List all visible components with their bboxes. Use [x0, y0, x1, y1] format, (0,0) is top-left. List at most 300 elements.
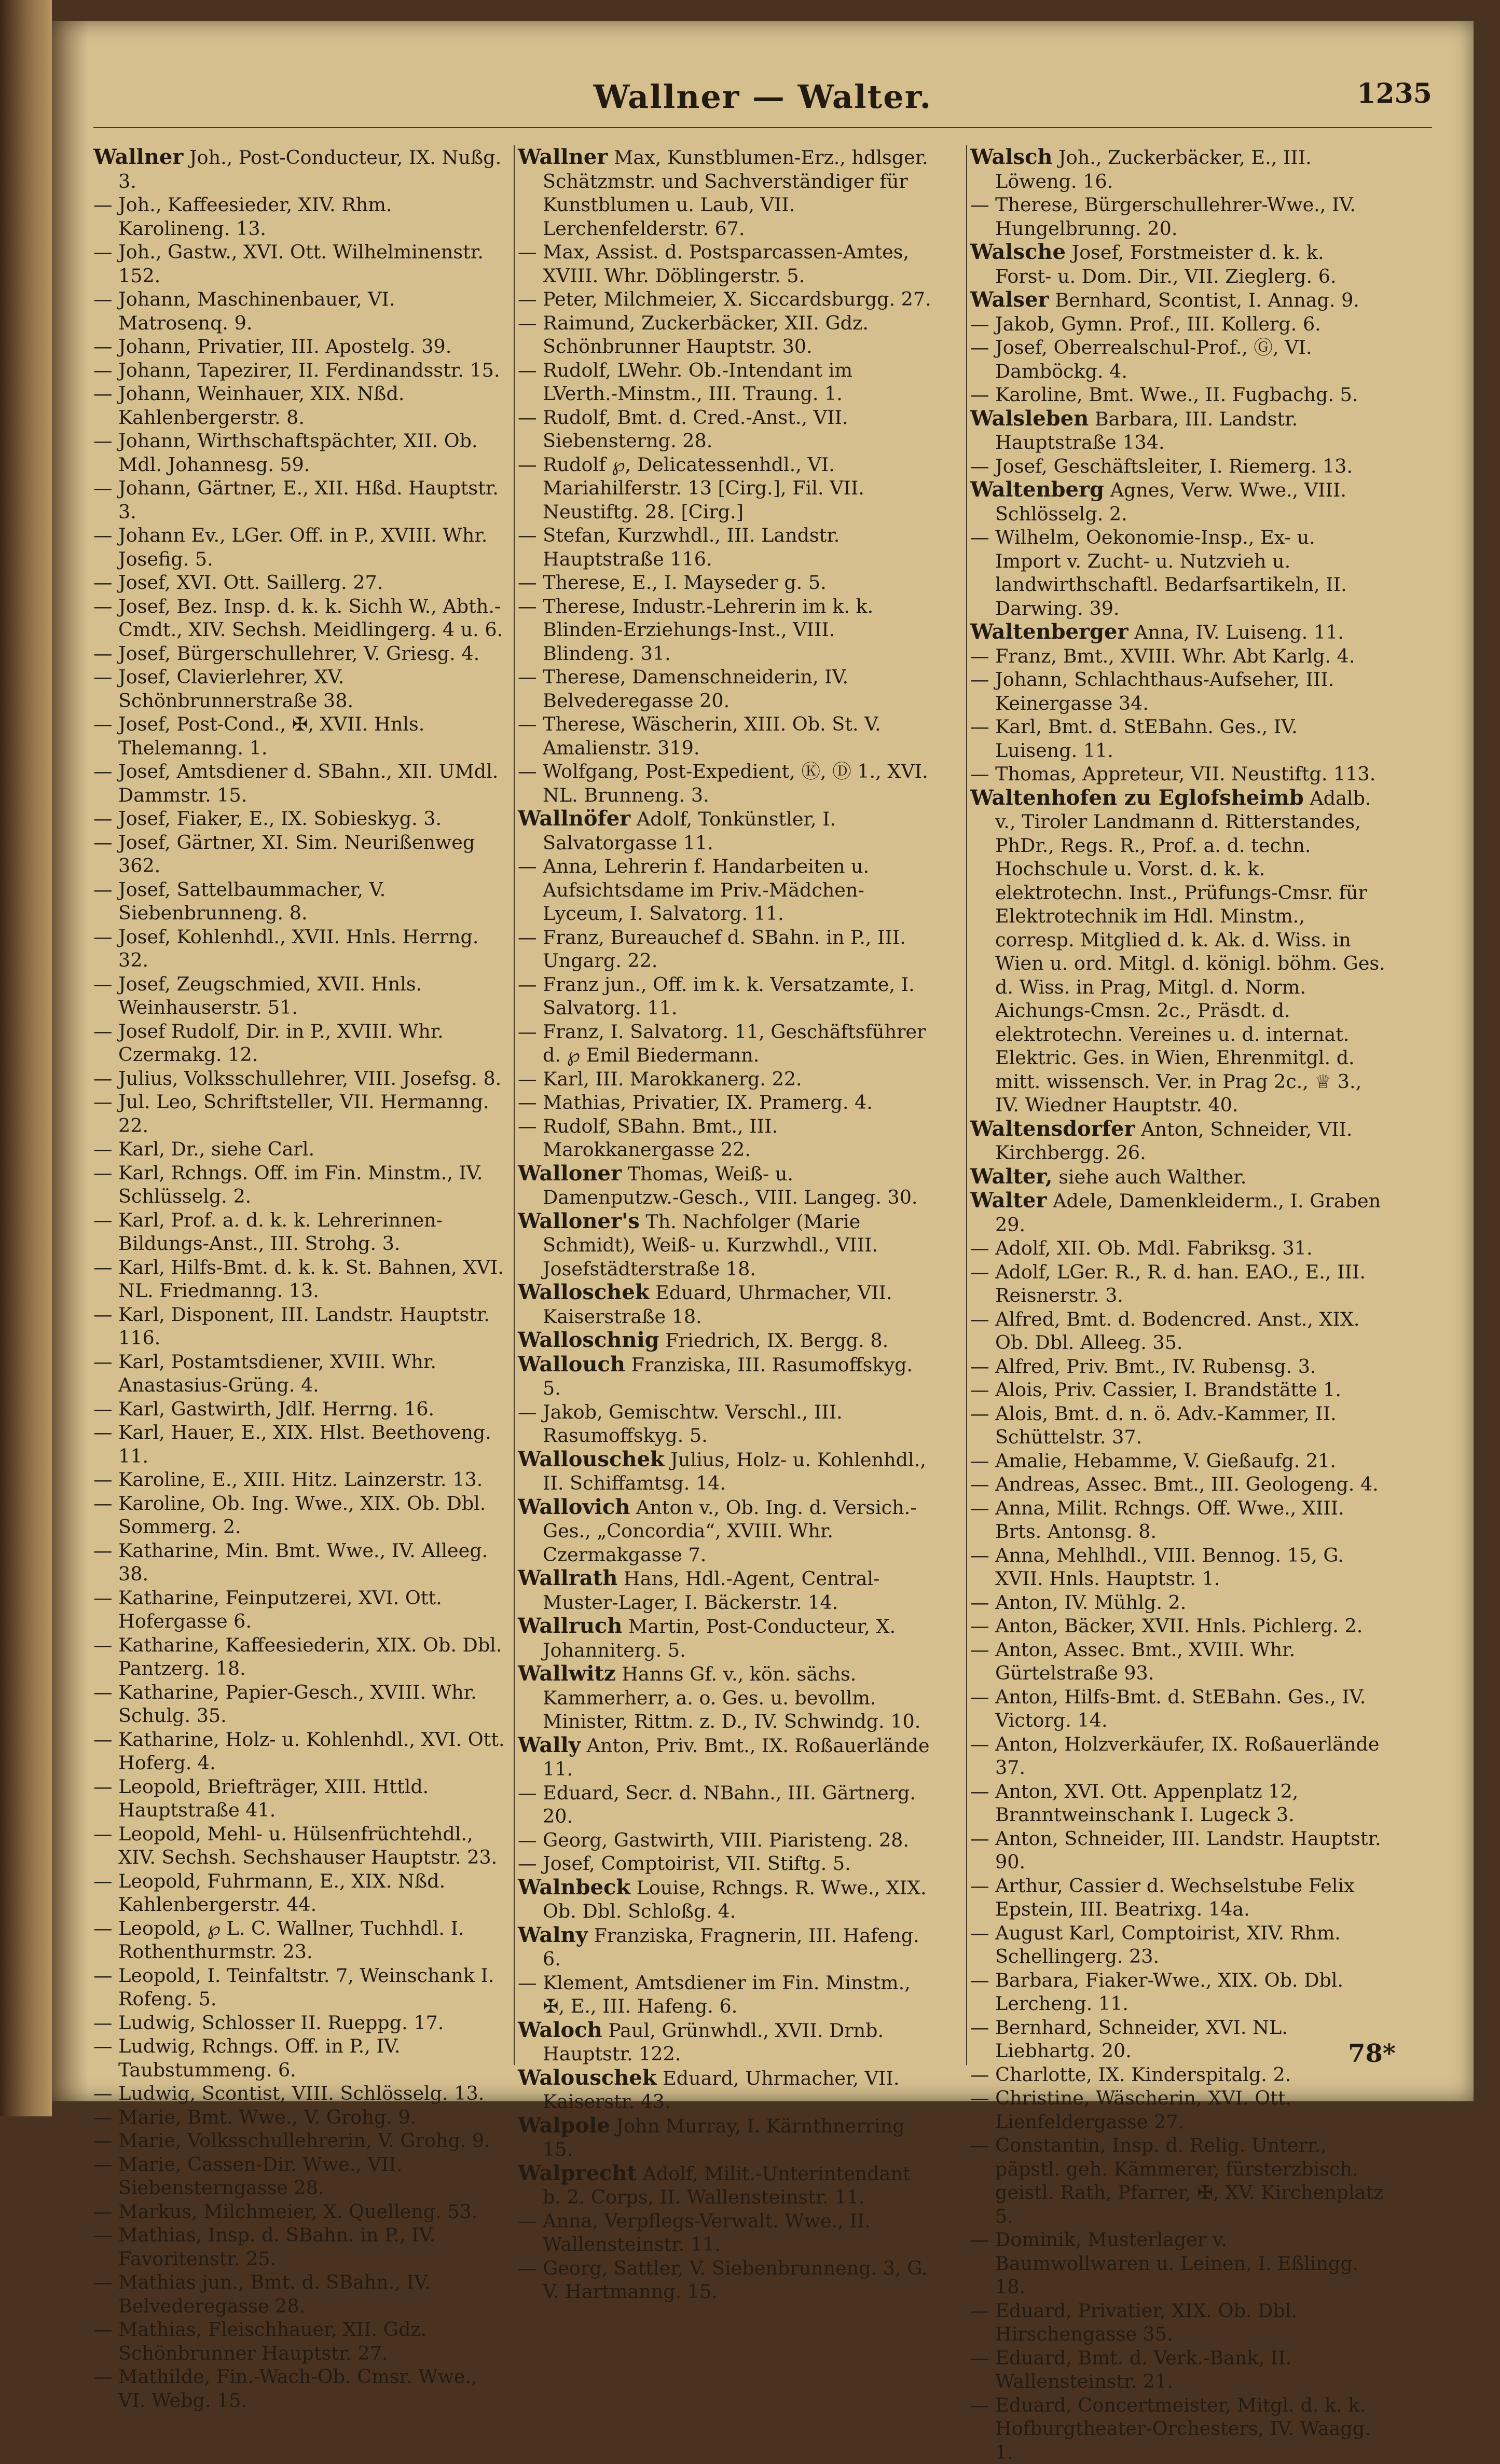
entry-text: — Karl, Rchngs. Off. im Fin. Minstm., IV. Schlüsselg. 2. — [93, 1162, 483, 1208]
entry-text: — Leopold, Mehl- u. Hülsenfrüchtehdl., XIV. Sechsh. Sechshauser Hauptstr. 23. — [93, 1823, 497, 1869]
directory-entry — [518, 240, 933, 287]
entry-text: — Eduard, Concertmeister, Mitgl. d. k. k. Hofburgtheater-Orchesters, IV. Waagg. 1. — [970, 2394, 1371, 2463]
entry-text: — Josef, Sattelbaummacher, V. Siebenbrunneng. 8. — [93, 878, 386, 925]
directory-entry — [93, 925, 508, 972]
entry-text: Adele, Damenkleiderm., I. Graben 29. — [995, 1190, 1381, 1236]
entry-text: — Josef, Amtsdiener d. SBahn., XII. UMdl. Dammstr. 15. — [93, 760, 498, 806]
directory-entry — [93, 1303, 508, 1350]
entry-text: Hanns Gf. v., kön. sächs. Kammerherr, a. o. Ges. u. bevollm. Minister, Rittm. z. D., IV. Schwindg. 10. — [543, 1663, 920, 1732]
entry-text: Franziska, III. Rasumoffskyg. 5. — [543, 1354, 913, 1400]
directory-entry — [93, 1350, 508, 1397]
directory-entry — [970, 2346, 1385, 2393]
directory-entry — [93, 1728, 508, 1775]
entry-text: Louise, Rchngs. R. Wwe., XIX. Ob. Dbl. Schloßg. 4. — [543, 1877, 927, 1923]
directory-entry — [93, 240, 508, 287]
directory-entry — [518, 1400, 933, 1448]
entry-text: Agnes, Verw. Wwe., VIII. Schlösselg. 2. — [995, 479, 1346, 525]
entry-text: — Georg, Gastwirth, VIII. Piaristeng. 28. — [518, 1829, 909, 1851]
entry-text: — Klement, Amtsdiener im Fin. Minstm., ✠, E., III. Hafeng. 6. — [518, 1972, 911, 2018]
directory-entry — [518, 926, 933, 973]
entry-text: — Johann, Tapezirer, II. Ferdinandsstr. 15. — [93, 359, 500, 381]
directory-entry — [93, 1681, 508, 1728]
directory-entry — [970, 1827, 1385, 1874]
directory-entry — [970, 620, 1385, 644]
entry-text: — Johann, Weinhauer, XIX. Nßd. Kahlenbergerstr. 8. — [93, 382, 404, 429]
directory-entry — [93, 359, 508, 382]
directory-entry — [518, 1781, 933, 1828]
entry-text: — Anton, Hilfs-Bmt. d. StEBahn. Ges., IV. Victorg. 14. — [970, 1686, 1366, 1732]
entry-text: — Therese, E., I. Mayseder g. 5. — [518, 571, 827, 594]
entry-text: — Josef, XVI. Ott. Saillerg. 27. — [93, 571, 383, 594]
directory-entry — [518, 1162, 933, 1209]
directory-entry — [970, 383, 1385, 407]
column-1 — [93, 145, 508, 2412]
entry-text: — Katharine, Kaffeesiederin, XIX. Ob. Dbl. Pantzerg. 18. — [93, 1634, 502, 1680]
entry-text: — Karoline, Ob. Ing. Wwe., XIX. Ob. Dbl. Sommerg. 2. — [93, 1492, 486, 1538]
entry-text: — Franz, Bmt., XVIII. Whr. Abt Karlg. 4. — [970, 645, 1355, 667]
entry-text: — Andreas, Assec. Bmt., III. Geologeng. 4. — [970, 1473, 1379, 1495]
directory-entry — [518, 595, 933, 666]
entry-text: — Anna, Milit. Rchngs. Off. Wwe., XIII. Brts. Antonsg. 8. — [970, 1497, 1344, 1543]
entry-text: — Jakob, Gymn. Prof., III. Kollerg. 6. — [970, 313, 1321, 335]
entry-text: — Constantin, Insp. d. Relig. Unterr., päpstl. geh. Kämmerer, fürsterzbisch. geistl. Rath, Pfarrer, ✠, XV. Kirchenplatz 5. — [970, 2134, 1383, 2227]
directory-entry — [93, 1917, 508, 1964]
entry-text: siehe auch Walther. — [1058, 1166, 1246, 1188]
entry-text: — Ludwig, Schlosser II. Rueppg. 17. — [93, 2012, 444, 2034]
entry-surname: Walprecht — [518, 2161, 637, 2185]
directory-entry — [970, 1591, 1385, 1615]
directory-entry — [970, 715, 1385, 762]
entry-text: — Ludwig, Rchngs. Off. in P., IV. Taubstummeng. 6. — [93, 2035, 400, 2081]
directory-entry — [970, 1378, 1385, 1402]
directory-entry — [93, 972, 508, 1020]
directory-entry — [518, 1733, 933, 1781]
entry-text: Franziska, Fragnerin, III. Hafeng. 6. — [543, 1924, 919, 1971]
running-title: Wallner — Walter. — [52, 78, 1474, 116]
directory-entry — [518, 1923, 933, 1971]
entry-text: — Johann Ev., LGer. Off. in P., XVIII. Whr. Josefig. 5. — [93, 524, 487, 570]
directory-entry — [970, 336, 1385, 383]
directory-entry — [518, 807, 933, 855]
directory-entry — [970, 644, 1385, 668]
directory-page — [52, 21, 1474, 2101]
entry-text: — Adolf, XII. Ob. Mdl. Fabriksg. 31. — [970, 1237, 1313, 1259]
adjacent-page-edge — [0, 0, 52, 2116]
directory-entry — [970, 786, 1385, 1117]
entry-text: — Johann, Gärtner, E., XII. Hßd. Hauptstr. 3. — [93, 477, 499, 523]
page-gutter-shadow — [52, 21, 88, 2101]
entry-text: — Mathias, Privatier, IX. Pramerg. 4. — [518, 1091, 873, 1113]
entry-text: — Therese, Bürgerschullehrer-Wwe., IV. Hungelbrunng. 20. — [970, 194, 1356, 240]
directory-entry — [93, 712, 508, 760]
directory-entry — [970, 193, 1385, 240]
entry-text: — Josef, Clavierlehrer, XV. Schönbrunnerstraße 38. — [93, 666, 353, 712]
directory-entry — [518, 855, 933, 926]
directory-entry — [518, 665, 933, 712]
directory-entry — [970, 288, 1385, 312]
entry-text: — Johann, Privatier, III. Apostelg. 39. — [93, 335, 451, 357]
entry-surname: Wallwitz — [518, 1661, 616, 1686]
entry-text: Max, Kunstblumen-Erz., hdlsger. Schätzmstr. und Sachverständiger für Kunstblumen u. Laub, VII. Lerchenfelderstr. 67. — [543, 146, 928, 240]
entry-text: — Joh., Kaffeesieder, XIV. Rhm. Karolineng. 13. — [93, 194, 392, 240]
directory-entry — [93, 1397, 508, 1421]
entry-text: — Anna, Verpflegs-Verwalt. Wwe., II. Wallensteinstr. 11. — [518, 2210, 871, 2256]
entry-text: — Josef, Geschäftsleiter, I. Riemerg. 13. — [970, 455, 1353, 477]
directory-entry — [518, 2114, 933, 2162]
directory-entry — [93, 287, 508, 335]
directory-entry — [970, 1969, 1385, 2016]
entry-text: Joh., Zuckerbäcker, E., III. Löweng. 16. — [995, 146, 1312, 192]
entry-surname: Walter — [970, 1188, 1047, 1213]
directory-entry — [970, 1496, 1385, 1544]
entry-text: — Leopold, Fuhrmann, E., XIX. Nßd. Kahlenbergerstr. 44. — [93, 1870, 445, 1916]
entry-surname: Walloschnig — [518, 1328, 659, 1352]
entry-surname: Wallovich — [518, 1495, 630, 1519]
directory-entry — [93, 571, 508, 595]
entry-text: — Josef, Comptoirist, VII. Stiftg. 5. — [518, 1852, 851, 1875]
directory-entry — [93, 1020, 508, 1067]
directory-entry — [970, 240, 1385, 288]
entry-text: — Karoline, Bmt. Wwe., II. Fugbachg. 5. — [970, 383, 1358, 406]
entry-text: — Josef Rudolf, Dir. in P., XVIII. Whr. Czermakg. 12. — [93, 1020, 444, 1066]
entry-text: — Alfred, Bmt. d. Bodencred. Anst., XIX. Ob. Dbl. Alleeg. 35. — [970, 1308, 1360, 1354]
directory-entry — [518, 1614, 933, 1662]
directory-entry — [93, 1539, 508, 1586]
directory-entry — [93, 335, 508, 359]
directory-entry — [970, 1614, 1385, 1638]
entry-text: — Josef, Bez. Insp. d. k. k. Sichh W., Abth.-Cmdt., XIV. Sechsh. Meidlingerg. 4 u. 6. — [93, 595, 503, 641]
directory-entry — [970, 2086, 1385, 2133]
directory-entry — [93, 2034, 508, 2082]
entry-text: — Alois, Priv. Cassier, I. Brandstätte 1. — [970, 1379, 1341, 1401]
entry-surname: Wally — [518, 1733, 581, 1757]
directory-entry — [970, 1921, 1385, 1969]
directory-entry — [970, 668, 1385, 715]
directory-entry — [93, 1067, 508, 1091]
entry-surname: Waltenberg — [970, 477, 1104, 502]
entry-text: — Arthur, Cassier d. Wechselstube Felix Epstein, III. Beatrixg. 14a. — [970, 1875, 1355, 1921]
entry-text: — Johann, Schlachthaus-Aufseher, III. Keinergasse 34. — [970, 668, 1334, 714]
directory-entry — [93, 382, 508, 429]
entry-text: Martin, Post-Conducteur, X. Johanniterg. 5. — [543, 1615, 896, 1661]
entry-text: — Johann, Maschinenbauer, VI. Matrosenq. 9. — [93, 288, 395, 334]
entry-surname: Walloschek — [518, 1280, 650, 1304]
directory-entry — [970, 1638, 1385, 1685]
directory-entry — [93, 1421, 508, 1468]
page-header — [52, 78, 1474, 125]
entry-text: — Josef, Fiaker, E., IX. Sobieskyg. 3. — [93, 807, 442, 830]
entry-text: Joh., Post-Conducteur, IX. Nußg. 3. — [118, 146, 501, 192]
directory-entry — [970, 1874, 1385, 1921]
entry-text: Thomas, Weiß- u. Damenputzw.-Gesch., VIII. Langeg. 30. — [543, 1163, 918, 1209]
directory-entry — [518, 359, 933, 406]
entry-text: — Rudolf ℘, Delicatessenhdl., VI. Mariahilferstr. 13 [Cirg.], Fil. VII. Neustiftg. 28. [Cirg.] — [518, 453, 864, 523]
entry-text: — Karl, Dr., siehe Carl. — [93, 1138, 314, 1160]
directory-entry — [970, 1732, 1385, 1780]
page-number: 1235 — [1357, 78, 1432, 109]
directory-entry — [518, 2066, 933, 2114]
entry-text: Anton v., Ob. Ing. d. Versich.-Ges., „Concordia“, XVIII. Whr. Czermakgasse 7. — [543, 1496, 917, 1566]
entry-text: Anna, IV. Luiseng. 11. — [1134, 621, 1344, 643]
directory-entry — [93, 642, 508, 666]
directory-entry — [518, 712, 933, 760]
entry-surname: Walloner — [518, 1161, 622, 1186]
entry-text: — Rudolf, Bmt. d. Cred.-Anst., VII. Siebensterng. 28. — [518, 406, 848, 452]
entry-surname: Walsleben — [970, 406, 1089, 431]
entry-text: — Joh., Gastw., XVI. Ott. Wilhelminenstr. 152. — [93, 241, 484, 287]
directory-entry — [970, 1544, 1385, 1591]
directory-entry — [93, 1869, 508, 1917]
entry-text: Josef, Forstmeister d. k. k. Forst- u. Dom. Dir., VII. Zieglerg. 6. — [995, 241, 1337, 287]
directory-entry — [93, 1090, 508, 1137]
directory-entry — [518, 1328, 933, 1353]
directory-entry — [518, 145, 933, 240]
directory-entry — [93, 476, 508, 524]
directory-entry — [518, 453, 933, 524]
directory-entry — [518, 1209, 933, 1281]
entry-text: — Karl, Prof. a. d. k. k. Lehrerinnen-Bildungs-Anst., III. Strohg. 3. — [93, 1209, 443, 1255]
entry-surname: Waltenberger — [970, 620, 1129, 644]
entry-surname: Wallner — [518, 145, 608, 169]
directory-entry — [93, 760, 508, 807]
directory-entry — [518, 1448, 933, 1495]
entry-text: — Markus, Milchmeier, X. Quelleng. 53. — [93, 2200, 477, 2223]
entry-text: Adolf, Tonkünstler, I. Salvatorgasse 11. — [543, 808, 836, 854]
directory-entry — [970, 1189, 1385, 1236]
entry-text: — Wilhelm, Oekonomie-Insp., Ex- u. Import v. Zucht- u. Nutzvieh u. landwirthschaftl. Bedarfsartikeln, II. Darwing. 39. — [970, 526, 1347, 620]
entry-text: — Anton, Holzverkäufer, IX. Roßauerlände 37. — [970, 1733, 1380, 1779]
directory-entry — [970, 455, 1385, 478]
directory-entry — [970, 2299, 1385, 2346]
directory-entry — [518, 524, 933, 571]
directory-entry — [970, 1165, 1385, 1189]
entry-text: — Marie, Bmt. Wwe., V. Grohg. 9. — [93, 2106, 416, 2128]
entry-text: — Karl, Hauer, E., XIX. Hlst. Beethoveng. 11. — [93, 1421, 491, 1467]
directory-entry — [518, 1067, 933, 1091]
column-3 — [970, 145, 1385, 2464]
entry-text: — Josef, Kohlenhdl., XVII. Hnls. Herrng. 32. — [93, 926, 479, 972]
directory-entry — [518, 571, 933, 595]
entry-text: — Rudolf, SBahn. Bmt., III. Marokkanergasse 22. — [518, 1115, 778, 1161]
directory-entry — [93, 1161, 508, 1208]
entry-text: Bernhard, Scontist, I. Annag. 9. — [1055, 289, 1359, 311]
signature-mark: 78* — [1348, 2039, 1396, 2068]
directory-entry — [518, 1876, 933, 1923]
directory-entry — [518, 1828, 933, 1852]
entry-surname: Wallrath — [518, 1566, 617, 1590]
entry-text: — Karl, Postamtsdiener, XVIII. Whr. Anastasius-Grüng. 4. — [93, 1351, 436, 1397]
entry-text: — Christine, Wäscherin, XVI. Ott. Lienfeldergasse 27. — [970, 2087, 1291, 2133]
directory-entry — [518, 2018, 933, 2066]
entry-surname: Waltenhofen zu Eglofsheimb — [970, 786, 1304, 810]
entry-text: — Thomas, Appreteur, VII. Neustiftg. 113. — [970, 763, 1375, 785]
directory-entry — [93, 1586, 508, 1633]
entry-surname: Wallner — [93, 145, 183, 169]
entry-text: Hans, Hdl.-Agent, Central-Muster-Lager, I. Bäckerstr. 14. — [543, 1567, 879, 1614]
directory-entry — [970, 407, 1385, 455]
directory-entry — [970, 2063, 1385, 2087]
entry-surname: Wallruch — [518, 1614, 622, 1638]
entry-text: — Anna, Lehrerin f. Handarbeiten u. Aufsichtsdame im Priv.-Mädchen-Lyceum, I. Salvatorg. 11. — [518, 855, 869, 925]
entry-text: — Josef, Bürgerschullehrer, V. Griesg. 4. — [93, 642, 479, 665]
entry-text: — Rudolf, LWehr. Ob.-Intendant im LVerth.-Minstm., III. Traung. 1. — [518, 359, 852, 405]
directory-entry — [93, 1822, 508, 1869]
entry-text: — Jul. Leo, Schriftsteller, VII. Hermanng. 22. — [93, 1091, 489, 1137]
entry-surname: Wallouch — [518, 1352, 625, 1376]
entry-text: — Karl, Hilfs-Bmt. d. k. k. St. Bahnen, XVI. NL. Friedmanng. 13. — [93, 1256, 504, 1302]
entry-text: — Jakob, Gemischtw. Verschl., III. Rasumoffskyg. 5. — [518, 1401, 843, 1447]
entry-text: — Johann, Wirthschaftspächter, XII. Ob. Mdl. Johannesg. 59. — [93, 430, 478, 476]
entry-text: — Alfred, Priv. Bmt., IV. Rubensg. 3. — [970, 1355, 1316, 1378]
entry-text: — Charlotte, IX. Kinderspitalg. 2. — [970, 2063, 1291, 2086]
entry-text: — Karl, Bmt. d. StEBahn. Ges., IV. Luiseng. 11. — [970, 715, 1298, 762]
directory-entry — [970, 478, 1385, 526]
header-rule — [93, 127, 1432, 128]
directory-entry — [93, 524, 508, 571]
entry-text: — Josef, Zeugschmied, XVII. Hnls. Weinhauserstr. 51. — [93, 973, 422, 1019]
entry-text: — Leopold, ℘ L. C. Wallner, Tuchhdl. I. Rothenthurmstr. 23. — [93, 1917, 464, 1963]
entry-text: — Franz, I. Salvatorg. 11, Geschäftsführer d. ℘ Emil Biedermann. — [518, 1021, 926, 1067]
entry-text: Adolf, Milit.-Unterintendant b. 2. Corps, II. Wallensteinstr. 11. — [543, 2163, 911, 2209]
entry-text: — Therese, Wäscherin, XIII. Ob. St. V. Amalienstr. 319. — [518, 713, 881, 759]
directory-entry — [518, 2209, 933, 2256]
directory-entry — [970, 1472, 1385, 1496]
entry-text: — Ludwig, Scontist, VIII. Schlösselg. 13. — [93, 2082, 484, 2104]
entry-text: — Karl, Gastwirth, Jdlf. Herrng. 16. — [93, 1398, 434, 1420]
directory-entry — [93, 1137, 508, 1161]
directory-entry — [93, 1633, 508, 1681]
entry-text: — Stefan, Kurzwhdl., III. Landstr. Hauptstraße 116. — [518, 524, 840, 570]
entry-text: — Mathias, Fleischhauer, XII. Gdz. Schönbrunner Hauptstr. 27. — [93, 2318, 426, 2364]
entry-text: — Amalie, Hebamme, V. Gießaufg. 21. — [970, 1450, 1336, 1472]
entry-text: Paul, Grünwhdl., XVII. Drnb. Hauptstr. 122. — [543, 2019, 884, 2066]
directory-entry — [518, 1091, 933, 1114]
entry-text: — Peter, Milchmeier, X. Siccardsburgg. 27. — [518, 288, 931, 310]
entry-text: John Murray, I. Kärnthnerring 15. — [543, 2115, 905, 2161]
entry-text: — Franz, Bureauchef d. SBahn. in P., III. Ungarg. 22. — [518, 926, 906, 972]
entry-text: — Eduard, Bmt. d. Verk.-Bank, II. Wallensteinstr. 21. — [970, 2347, 1291, 2393]
directory-entry — [93, 1256, 508, 1303]
directory-entry — [970, 145, 1385, 193]
entry-text: — Katharine, Feinputzerei, XVI. Ott. Hofergasse 6. — [93, 1587, 442, 1633]
directory-entry — [518, 406, 933, 453]
entry-surname: Wallnöfer — [518, 806, 630, 831]
directory-entry — [93, 429, 508, 476]
entry-text: — Therese, Industr.-Lehrerin im k. k. Blinden-Erziehungs-Inst., VIII. Blindeng. 31. — [518, 595, 873, 665]
entry-text: — Wolfgang, Post-Expedient, Ⓚ, Ⓓ 1., XVI. NL. Brunneng. 3. — [518, 760, 928, 806]
entry-text: — Mathilde, Fin.-Wach-Ob. Cmsr. Wwe., VI. Webg. 15. — [93, 2365, 477, 2412]
entry-text: — Adolf, LGer. R., R. d. han. EAO., E., III. Reisnerstr. 3. — [970, 1261, 1366, 1307]
entry-surname: Walouschek — [518, 2066, 656, 2090]
entry-text: — Katharine, Papier-Gesch., XVIII. Whr. Schulg. 35. — [93, 1681, 477, 1727]
entry-text: — Eduard, Secr. d. NBahn., III. Gärtnerg. 20. — [518, 1782, 916, 1828]
entry-text: — Dominik, Musterlager v. Baumwollwaren u. Leinen, I. Eßlingg. 18. — [970, 2228, 1358, 2298]
entry-text: — Josef, Post-Cond., ✠, XVII. Hnls. Thelemanng. 1. — [93, 713, 424, 759]
entry-text: Adalb. v., Tiroler Landmann d. Ritterstandes, PhDr., Regs. R., Prof. a. d. techn. Hochschule u. Vorst. d. k. k. elektrotechn. Inst., Prüfungs-Cmsr. für Elektrotechnik im Hdl. Minstm., corresp. Mitglied d. k. Ak. d. Wiss. in Wien u. ord. Mitgl. d. königl. böhm. Ges. d. Wiss. in Prag, Mitgl. d. Norm. Aichungs-Cmsn. 2c., Präsdt. d. elektrotechn. Vereines u. d. internat. Elektric. Ges. in Wien, Ehrenmitgl. d. mitt. wissensch. Ver. in Prag 2c., ♕ 3., IV. Wiedner Hauptstr. 40. — [995, 787, 1385, 1117]
entry-text: — Raimund, Zuckerbäcker, XII. Gdz. Schönbrunner Hauptstr. 30. — [518, 312, 869, 358]
entry-text: — Franz jun., Off. im k. k. Versatzamte, I. Salvatorg. 11. — [518, 973, 915, 1020]
entry-text: — Anton, IV. Mühlg. 2. — [970, 1591, 1186, 1614]
directory-entry — [970, 1355, 1385, 1379]
directory-entry — [518, 2162, 933, 2209]
entry-text: — Anton, XVI. Ott. Appenplatz 12, Branntweinschank I. Lugeck 3. — [970, 1780, 1298, 1826]
directory-entry — [970, 526, 1385, 620]
entry-text: Eduard, Uhrmacher, VII. Kaiserstr. 43. — [543, 2067, 899, 2113]
directory-entry — [970, 2228, 1385, 2299]
directory-entry — [970, 1307, 1385, 1355]
directory-entry — [518, 1114, 933, 1162]
entry-text: Anton, Priv. Bmt., IX. Roßauerlände 11. — [543, 1735, 930, 1781]
directory-entry — [970, 1449, 1385, 1473]
entry-text: — Anna, Mehlhdl., VIII. Bennog. 15, G. XVII. Hnls. Hauptstr. 1. — [970, 1544, 1344, 1590]
directory-entry — [970, 762, 1385, 786]
directory-entry — [93, 1964, 508, 2011]
directory-entry — [93, 2318, 508, 2365]
directory-entry — [93, 2223, 508, 2270]
entry-text: — Georg, Sattler, V. Siebenbrunneng. 3, G. V. Hartmanng. 15. — [518, 2257, 928, 2303]
entry-surname: Walny — [518, 1923, 588, 1947]
entry-text: — Katharine, Holz- u. Kohlenhdl., XVI. Ott. Hoferg. 4. — [93, 1728, 505, 1774]
directory-entry — [518, 311, 933, 359]
directory-entry — [93, 595, 508, 642]
directory-entry — [970, 1117, 1385, 1165]
directory-entry — [93, 2365, 508, 2412]
directory-entry — [93, 1208, 508, 1256]
entry-text: — Barbara, Fiaker-Wwe., XIX. Ob. Dbl. Lercheng. 11. — [970, 1969, 1343, 2015]
entry-text: — Karl, III. Marokkanerg. 22. — [518, 1068, 802, 1090]
entry-text: — Marie, Volksschullehrerin, V. Grohg. 9. — [93, 2129, 490, 2152]
entry-text: — Marie, Cassen-Dir. Wwe., VII. Siebensterngasse 28. — [93, 2153, 402, 2199]
entry-text: — Mathias jun., Bmt. d. SBahn., IV. Belvederegasse 28. — [93, 2271, 431, 2317]
directory-entry — [518, 1852, 933, 1876]
directory-entry — [518, 1495, 933, 1567]
entry-surname: Walpole — [518, 2113, 610, 2138]
directory-entry — [93, 145, 508, 193]
entry-text: — Katharine, Min. Bmt. Wwe., IV. Alleeg. 38. — [93, 1539, 488, 1586]
directory-entry — [970, 1780, 1385, 1827]
directory-entry — [93, 1492, 508, 1539]
directory-entry — [93, 878, 508, 925]
entry-text: Eduard, Uhrmacher, VII. Kaiserstraße 18. — [543, 1282, 892, 1328]
directory-entry — [93, 1468, 508, 1492]
directory-entry — [93, 2011, 508, 2035]
directory-entry — [93, 2153, 508, 2200]
entry-text: — Anton, Schneider, III. Landstr. Hauptstr. 90. — [970, 1827, 1381, 1874]
entry-text: — Anton, Bäcker, XVII. Hnls. Pichlerg. 2. — [970, 1615, 1363, 1637]
entry-text: — Karl, Disponent, III. Landstr. Hauptstr. 116. — [93, 1303, 490, 1350]
entry-text: — Karoline, E., XIII. Hitz. Lainzerstr. 13. — [93, 1468, 483, 1491]
directory-entry — [93, 831, 508, 878]
directory-entry — [93, 2129, 508, 2153]
directory-entry — [518, 1971, 933, 2018]
entry-text: Barbara, III. Landstr. Hauptstraße 134. — [995, 408, 1298, 454]
column-separator — [514, 145, 515, 2065]
directory-entry — [518, 2256, 933, 2304]
entry-surname: Walser — [970, 287, 1049, 312]
entry-surname: Walsche — [970, 240, 1066, 264]
entry-text: — Therese, Damenschneiderin, IV. Belvederegasse 20. — [518, 666, 848, 712]
entry-text: — Leopold, Briefträger, XIII. Httld. Hauptstraße 41. — [93, 1775, 429, 1822]
directory-entry — [93, 2082, 508, 2105]
directory-entry — [518, 1353, 933, 1400]
directory-entry — [518, 760, 933, 807]
directory-entry — [970, 1236, 1385, 1260]
directory-entry — [518, 1662, 933, 1733]
entry-surname: Waltensdorfer — [970, 1117, 1135, 1141]
entry-text: Friedrich, IX. Bergg. 8. — [665, 1329, 888, 1352]
entry-text: — Josef, Gärtner, XI. Sim. Neurißenweg 362. — [93, 831, 475, 877]
entry-text: — Anton, Assec. Bmt., XVIII. Whr. Gürtelstraße 93. — [970, 1639, 1295, 1685]
